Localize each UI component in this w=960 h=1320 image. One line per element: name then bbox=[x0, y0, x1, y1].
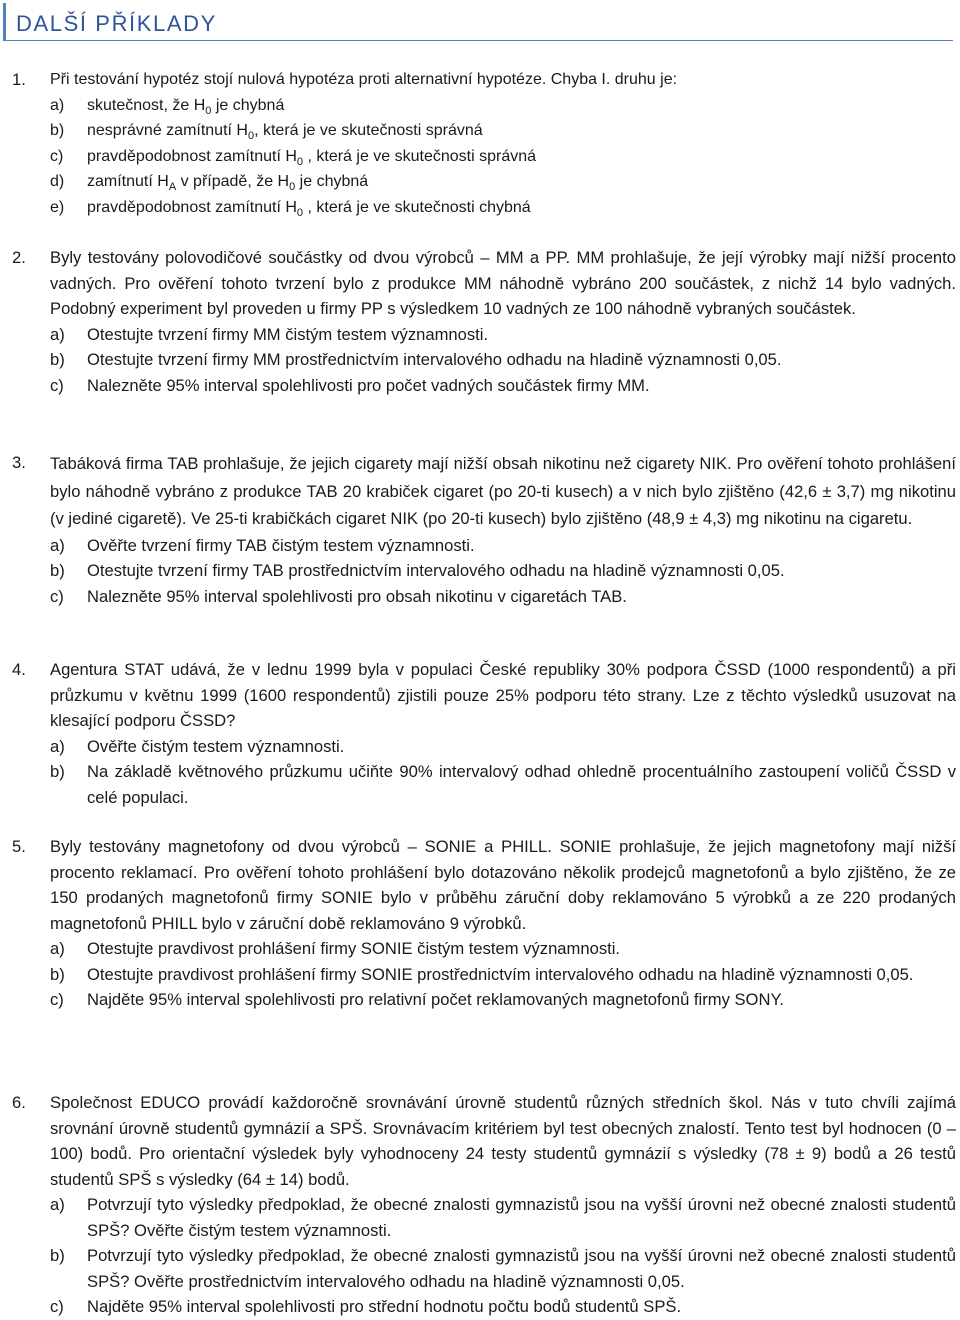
exercise-text: Tabáková firma TAB prohlašuje, že jejich cigarety mají nižší obsah nikotinu než cigarety NIK. Pro ověření tohoto prohlášení bylo náhodně vybráno z produkce TAB 20 krabiček cigaret (po 20-ti kusech) a v nich bylo zjištěno (42,6 ± 3,7) mg nikotinu (v jediné cigaretě). Ve 25-ti krabičkách cigaret NIK (po 20-ti kusech) bylo zjištěno (48,9 ± 4,3) mg nikotinu na cigaretu. bbox=[50, 454, 956, 528]
exercise-text: Byly testovány polovodičové součástky od dvou výrobců – MM a PP. MM prohlašuje, že její výrobky mají nižší procento vadných. Pro ověření tohoto tvrzení bylo z produkce MM náhodně vybráno 200 součástek, z nichž 14 bylo vadných. Podobný experiment byl proveden u firmy PP s výsledkem 10 vadných ze 100 náhodně vybraných součástek. bbox=[50, 248, 956, 318]
option-c: c) Najděte 95% interval spolehlivosti pro střední hodnotu počtu bodů studentů SPŠ. bbox=[50, 1297, 682, 1316]
exercise-number: 1. bbox=[12, 70, 26, 89]
option-b: b) Potvrzují tyto výsledky předpoklad, že obecné znalosti gymnazistů jsou na vyšší úrovni než obecné znalosti studentů SPŠ? Ověřte prostřednictvím intervalového odhadu na hladině významnosti 0,05. bbox=[50, 1246, 956, 1291]
option-b: b) nesprávné zamítnutí $H_0$, která je ve skutečnosti správná bbox=[50, 122, 483, 143]
exercise-text: Agentura STAT udává, že v lednu 1999 byla v populaci České republiky 30% podpora ČSSD (1000 respondentů) a při průzkumu v květnu 1999 (1600 respondentů) zjistili pouze 25% podporu této strany. Lze z těchto výsledků usuzovat na klesající podporu ČSSD? bbox=[50, 660, 956, 730]
exercise-text: Byly testovány magnetofony od dvou výrobců – SONIE a PHILL. SONIE prohlašuje, že jejich magnetofony mají nižší procento reklamací. Pro ověření tohoto prohlášení bylo dotazováno několik prodejců magnetofonů a bylo zjištěno, že ze 150 prodaných magnetofonů firmy SONIE bylo v průběhu záruční doby reklamováno 5 výrobků a ze 220 prodaných magnetofonů PHILL bylo v záruční době reklamováno 9 výrobků. bbox=[50, 837, 956, 933]
option-e: e) pravděpodobnost zamítnutí $H_0$ , která je ve skutečnosti chybná bbox=[50, 198, 531, 219]
option-c: c) Nalezněte 95% interval spolehlivosti pro obsah nikotinu v cigaretách TAB. bbox=[50, 586, 627, 606]
option-d: d) zamítnutí $H_A$ v případě, že $H_0$ je chybná bbox=[50, 173, 369, 194]
option-a: a) Otestujte tvrzení firmy MM čistým testem významnosti. bbox=[50, 324, 489, 344]
option-c: c) pravděpodobnost zamítnutí $H_0$ , která je ve skutečnosti správná bbox=[50, 147, 537, 168]
exercise-number: 6. bbox=[12, 1093, 26, 1112]
option-b: b) Otestujte tvrzení firmy TAB prostřednictvím intervalového odhadu na hladině významnosti 0,05. bbox=[50, 561, 785, 580]
option-a: a) Ověřte čistým testem významnosti. bbox=[50, 736, 345, 756]
option-c: c) Nalezněte 95% interval spolehlivosti pro počet vadných součástek firmy MM. bbox=[50, 375, 650, 395]
option-b: b) Otestujte tvrzení firmy MM prostřednictvím intervalového odhadu na hladině významnosti 0,05. bbox=[50, 350, 782, 369]
option-a: a) skutečnost, že $H_0$ je chybná bbox=[50, 96, 285, 117]
exercise-number: 3. bbox=[12, 453, 26, 472]
page-title-box bbox=[3, 3, 953, 41]
page-title: DALŠÍ PŘÍKLADY bbox=[16, 11, 217, 36]
exercise-text: Společnost EDUCO provádí každoročně srovnávání úrovně studentů různých středních škol. Nás v tuto chvíli zajímá srovnání úrovně studentů gymnázií a SPŠ. Srovnávacím kritériem byl test obecných znalostí. Tento test byl hodnocen (0 – 100) bodů. Pro orientační výsledek byly vyhodnoceny 24 testy studentů gymnázií s výsledky (78 ± 9) bodů a 26 testů studentů SPŠ s výsledky (64 ± 14) bodů. bbox=[50, 1093, 956, 1189]
option-c: c) Najděte 95% interval spolehlivosti pro relativní počet reklamovaných magnetofonů firmy SONY. bbox=[50, 990, 784, 1009]
exercise-text: Při testování hypotéz stojí nulová hypotéza proti alternativní hypotéze. Chyba I. druhu je: bbox=[50, 71, 678, 88]
option-a: a) Potvrzují tyto výsledky předpoklad, že obecné znalosti gymnazistů jsou na vyšší úrovni než obecné znalosti studentů SPŠ? Ověřte čistým testem významnosti. bbox=[50, 1195, 956, 1240]
exercise-number: 4. bbox=[12, 660, 26, 679]
option-a: a) Otestujte pravdivost prohlášení firmy SONIE čistým testem významnosti. bbox=[50, 939, 621, 958]
exercise-number: 2. bbox=[12, 248, 26, 267]
exercise-number: 5. bbox=[12, 837, 26, 856]
option-b: b) Na základě květnového průzkumu učiňte 90% intervalový odhad ohledně procentuálního zastoupení voličů ČSSD v celé populaci. bbox=[50, 762, 956, 807]
option-b: b) Otestujte pravdivost prohlášení firmy SONIE prostřednictvím intervalového odhadu na hladině významnosti 0,05. bbox=[50, 964, 914, 984]
option-a: a) Ověřte tvrzení firmy TAB čistým testem významnosti. bbox=[50, 535, 475, 555]
